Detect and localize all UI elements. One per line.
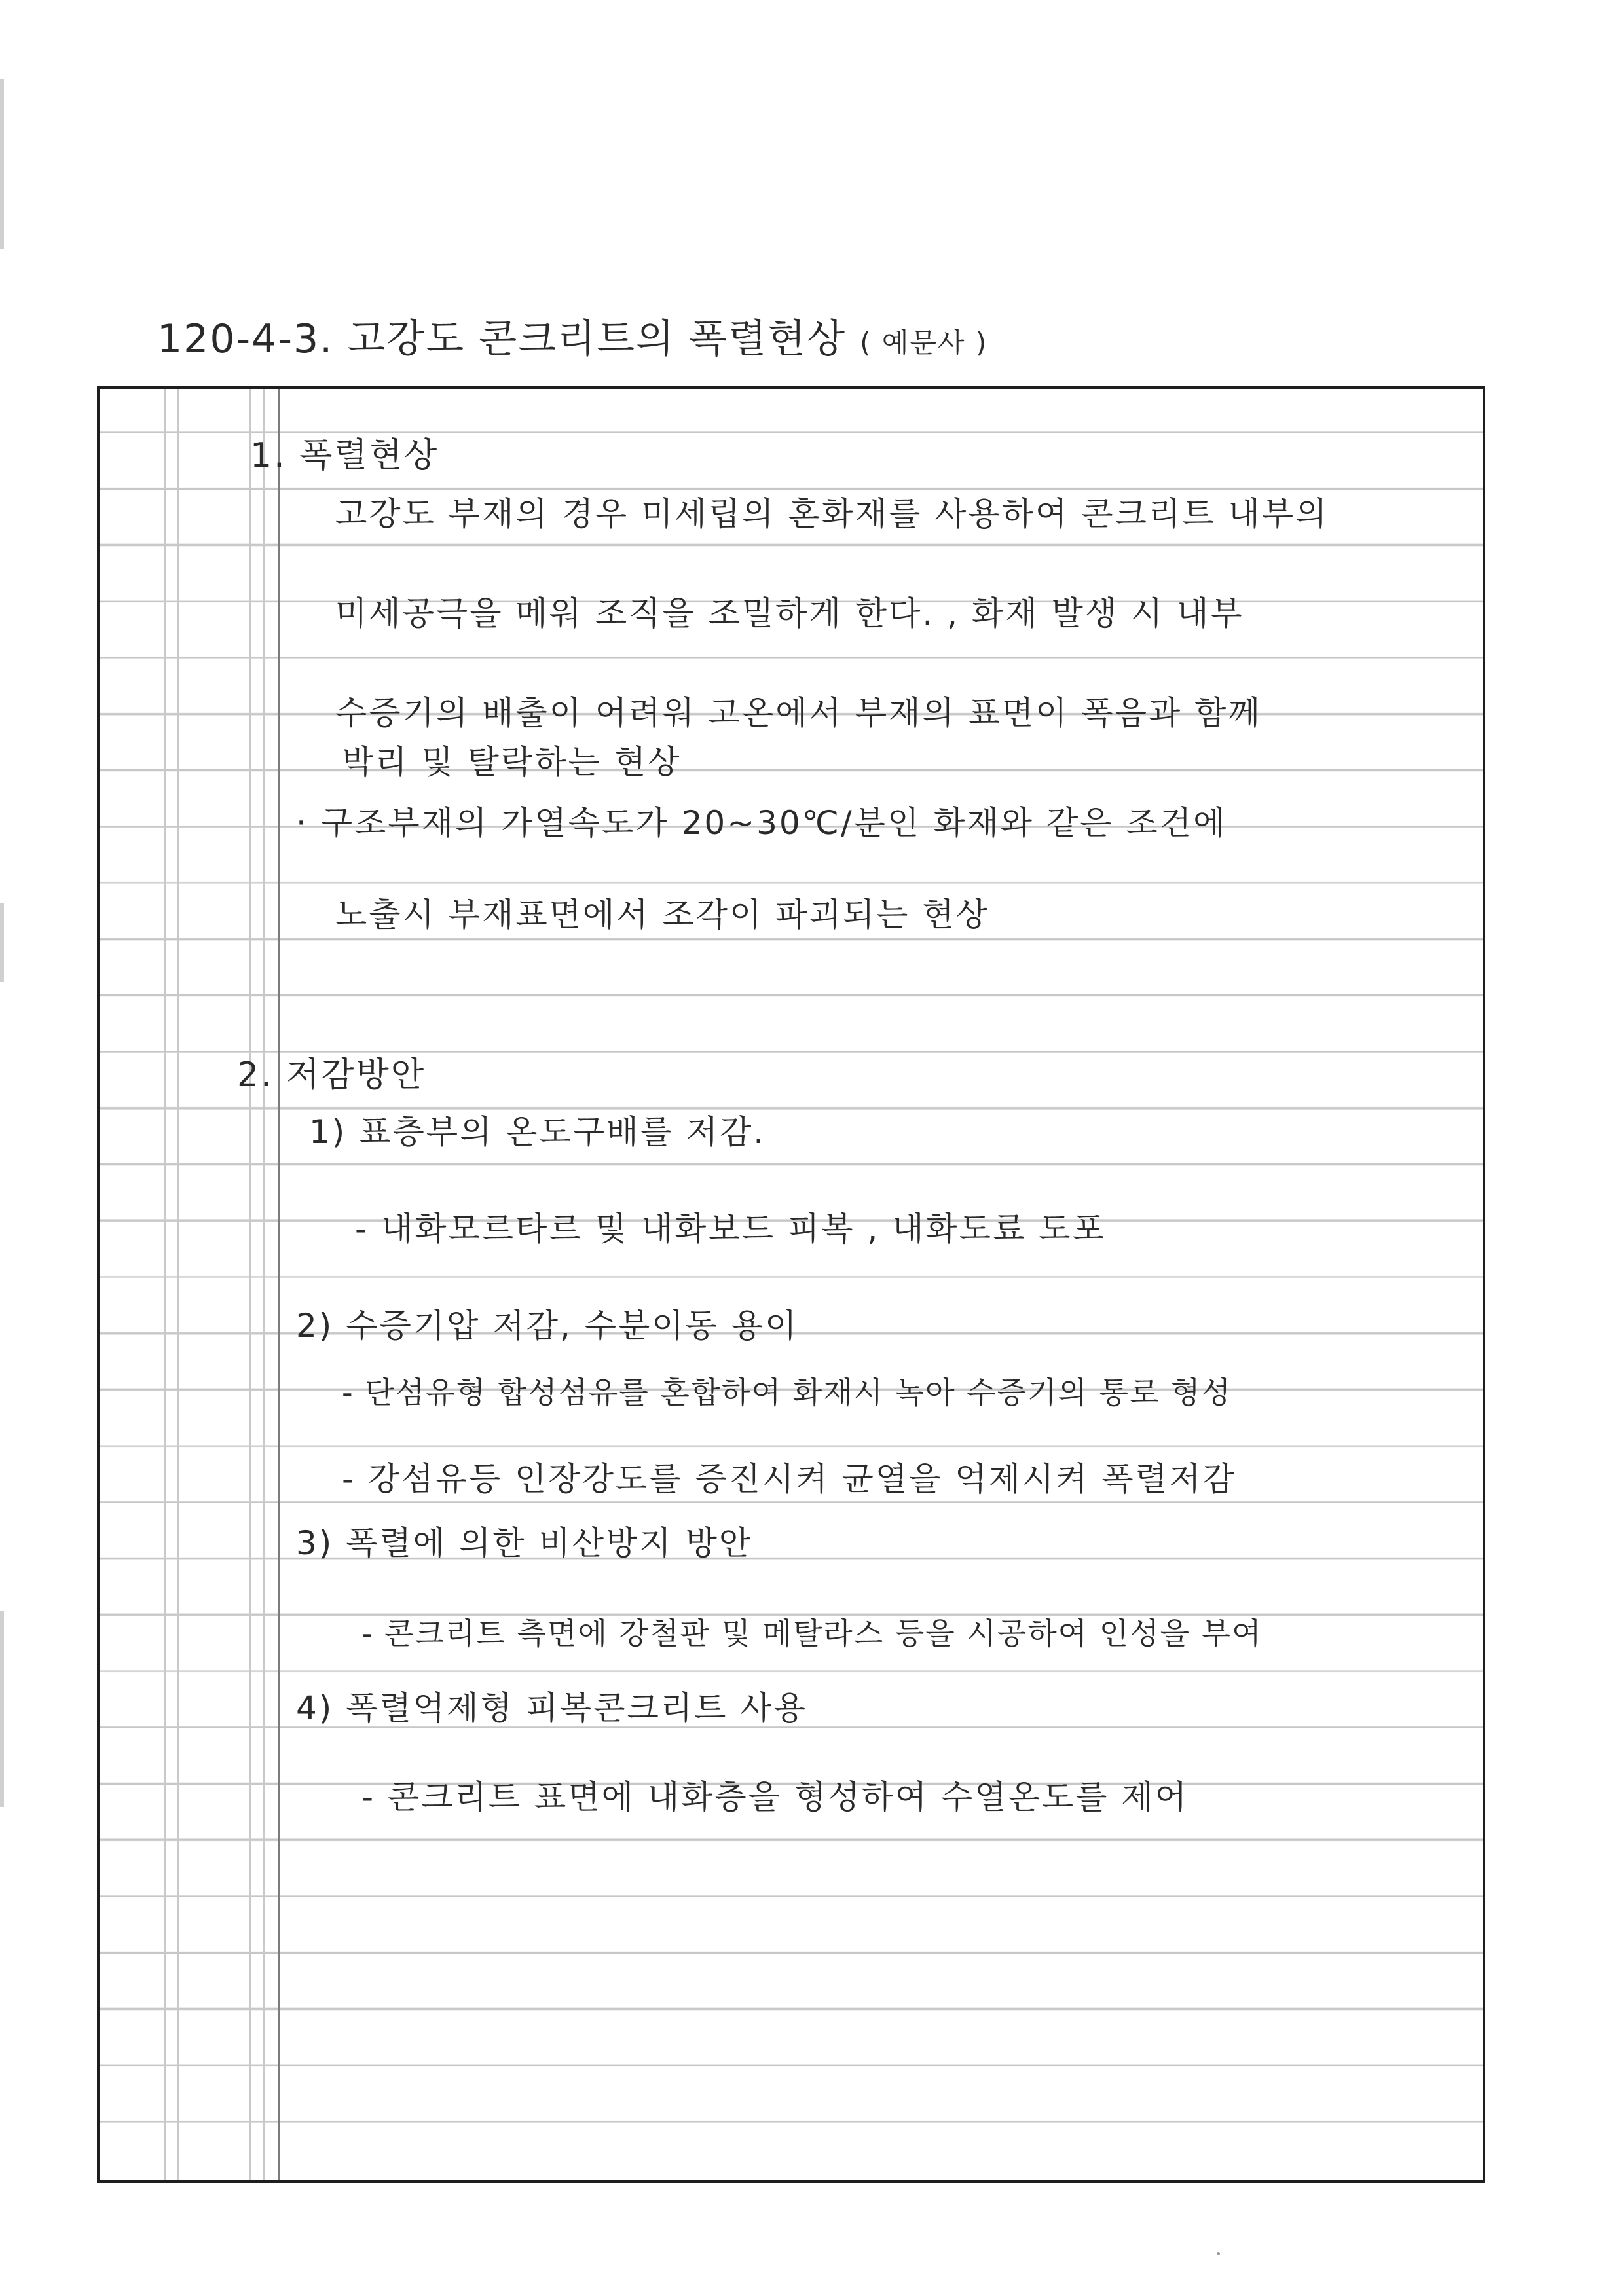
body-line: · 구조부재의 가열속도가 20~30℃/분인 화재와 같은 조건에	[296, 804, 1227, 842]
scan-speck	[1217, 2252, 1220, 2255]
main-margin-line	[278, 389, 280, 2180]
margin-line	[263, 389, 265, 2180]
body-line: 고강도 부재의 경우 미세립의 혼화재를 사용하여 콘크리트 내부의	[335, 495, 1329, 533]
body-line: - 단섬유형 합성섬유를 혼합하여 화재시 녹아 수증기의 통로 형성	[342, 1375, 1232, 1410]
sub-item: 1) 표층부의 온도구배를 저감.	[309, 1113, 766, 1151]
body-line: - 내화모르타르 및 내화보드 피복 , 내화도료 도포	[355, 1210, 1106, 1248]
section-heading-2: 2. 저감방안	[237, 1055, 426, 1095]
sub-item: 2) 수증기압 저감, 수분이동 용이	[296, 1307, 799, 1345]
scan-edge-mark	[0, 903, 4, 982]
page-title	[157, 316, 988, 362]
sub-item: 4) 폭렬억제형 피복콘크리트 사용	[296, 1689, 807, 1727]
body-line: 수증기의 배출이 어려워 고온에서 부재의 표면이 폭음과 함께	[335, 694, 1262, 732]
body-line: 미세공극을 메워 조직을 조밀하게 한다. , 화재 발생 시 내부	[335, 594, 1244, 632]
ruled-answer-sheet	[97, 386, 1485, 2183]
scan-edge-mark	[0, 1611, 4, 1807]
margin-line	[177, 389, 179, 2180]
margin-line	[249, 389, 251, 2180]
body-line: 박리 및 탈락하는 현상	[342, 743, 682, 781]
title-suffix: ( 예문사 )	[860, 327, 988, 359]
sub-item: 3) 폭렬에 의한 비산방지 방안	[296, 1524, 753, 1562]
scan-edge-mark	[0, 79, 4, 249]
body-line: - 콘크리트 측면에 강철판 및 메탈라스 등을 시공하여 인성을 부여	[361, 1616, 1263, 1651]
margin-line	[164, 389, 166, 2180]
title-main: 120-4-3. 고강도 콘크리트의 폭렬현상	[157, 316, 846, 362]
section-heading-1: 1. 폭렬현상	[250, 436, 439, 475]
body-line: 노출시 부재표면에서 조각이 파괴되는 현상	[335, 896, 989, 934]
body-line: - 콘크리트 표면에 내화층을 형성하여 수열온도를 제어	[361, 1778, 1189, 1816]
body-line: - 강섬유등 인장강도를 증진시켜 균열을 억제시켜 폭렬저감	[342, 1460, 1236, 1498]
